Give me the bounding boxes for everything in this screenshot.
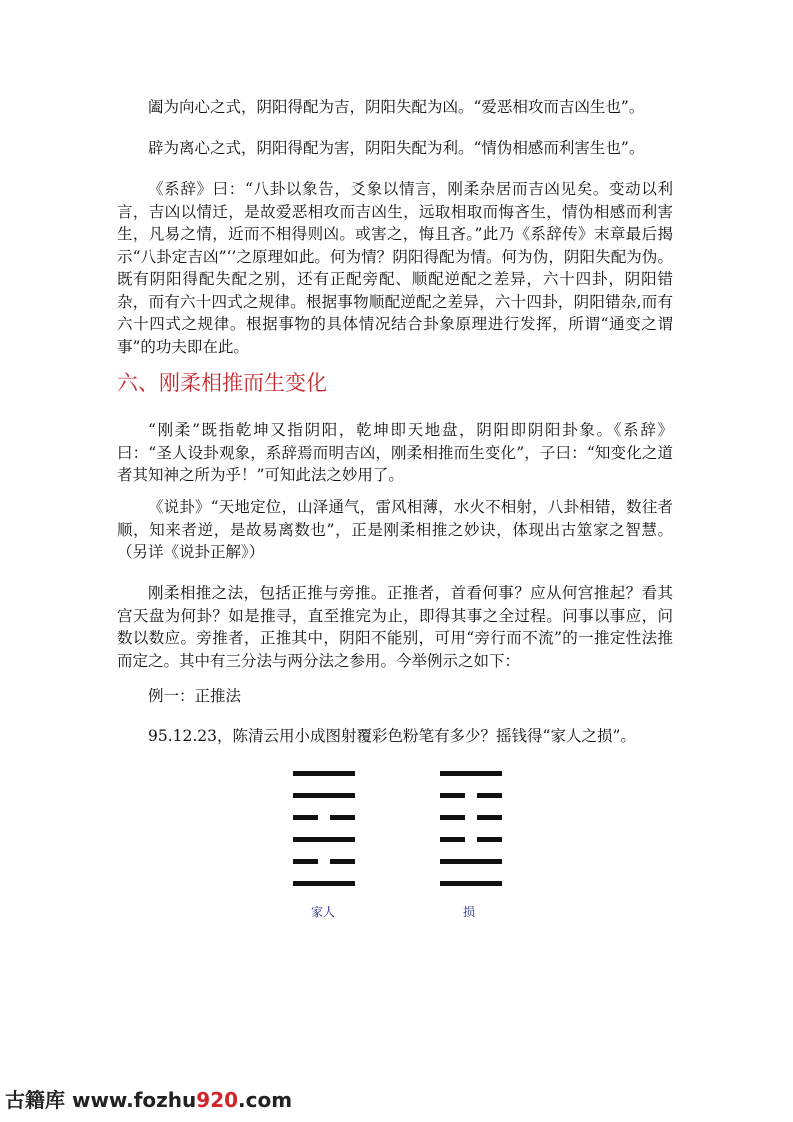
footer-number: 920 — [196, 1088, 239, 1112]
yang-line — [440, 859, 502, 864]
example-label: 例一：正推法 — [148, 687, 242, 705]
hexagram-jiaren — [293, 771, 355, 891]
yin-line-segment — [293, 815, 318, 820]
yin-line-segment — [330, 815, 355, 820]
footer-prefix: 古籍库 www.fozhu — [5, 1088, 197, 1112]
yin-line-segment — [330, 859, 355, 864]
paragraph-2: 辟为离心之式，阴阳得配为害，阴阳失配为利。“情伪相感而利害生也”。 — [148, 139, 645, 157]
yang-line — [293, 881, 355, 886]
paragraph-5: 《说卦》“天地定位，山泽通气，雷风相薄，水火不相射，八卦相错，数往者顺，知来者逆，是故易离数也”，正是刚柔相推之妙诀，体现出古筮家之智慧。（另详《说卦正解》） — [117, 498, 673, 561]
paragraph-3: 《系辞》曰：“八卦以象告，爻象以情言，刚柔杂居而吉凶见矣。变动以利言，吉凶以情迁，是故爱恶相攻而吉凶生，远取相取而悔吝生，情伪相感而利害生，凡易之情，近而不相得则凶。或害之，悔且吝。”此乃《系辞传》末章最后揭示“八卦定吉凶”‘’之原理如此。何为情？阴阳得配为情。何为伪，阴阳失配为伪。既有阴阳得配失配之别，还有正配旁配、顺配逆配之差异，六十四卦，阴阳错杂，而有六十四式之规律。根据事物顺配逆配之差异，六十四卦，阴阳错杂,而有六十四式之规律。根据事物的具体情况结合卦象原理进行发挥，所谓“通变之谓事”的功夫即在此。 — [117, 180, 673, 356]
yang-line — [293, 793, 355, 798]
yang-line — [293, 771, 355, 776]
hexagram-caption-jiaren: 家人 — [311, 905, 336, 919]
yin-line-segment — [440, 837, 465, 842]
yin-line-segment — [440, 815, 465, 820]
yin-line-segment — [477, 837, 502, 842]
paragraph-1: 阖为向心之式，阴阳得配为吉，阴阳失配为凶。“爱恶相攻而吉凶生也”。 — [148, 98, 645, 116]
watermark-footer — [5, 1084, 292, 1113]
yang-line — [440, 771, 502, 776]
yin-line-segment — [477, 793, 502, 798]
example-question: 95.12.23，陈清云用小成图射覆彩色粉笔有多少？摇钱得“家人之损”。 — [148, 727, 636, 745]
yin-line-segment — [293, 859, 318, 864]
paragraph-4: “刚柔”既指乾坤又指阴阳，乾坤即天地盘，阴阳即阴阳卦象。《系辞》曰：“圣人设卦观象，系辞焉而明吉凶，刚柔相推而生变化”，子曰：“知变化之道者其知神之所为乎！”可知此法之妙用了。 — [117, 421, 673, 484]
yin-line-segment — [477, 815, 502, 820]
hexagram-sun — [440, 771, 502, 891]
section-heading: 六、刚柔相推而生变化 — [117, 371, 327, 395]
yang-line — [440, 881, 502, 886]
paragraph-6: 刚柔相推之法，包括正推与旁推。正推者，首看何事？应从何宫推起？看其宫天盘为何卦？如是推寻，直至推完为止，即得其事之全过程。问事以事应，问数以数应。旁推者，正推其中，阴阳不能别，可用“旁行而不流”的一推定性法推而定之。其中有三分法与两分法之参用。今举例示之如下： — [117, 584, 673, 670]
yin-line-segment — [440, 793, 465, 798]
yang-line — [293, 837, 355, 842]
footer-suffix: .com — [238, 1088, 293, 1112]
hexagram-caption-sun: 损 — [463, 905, 476, 919]
